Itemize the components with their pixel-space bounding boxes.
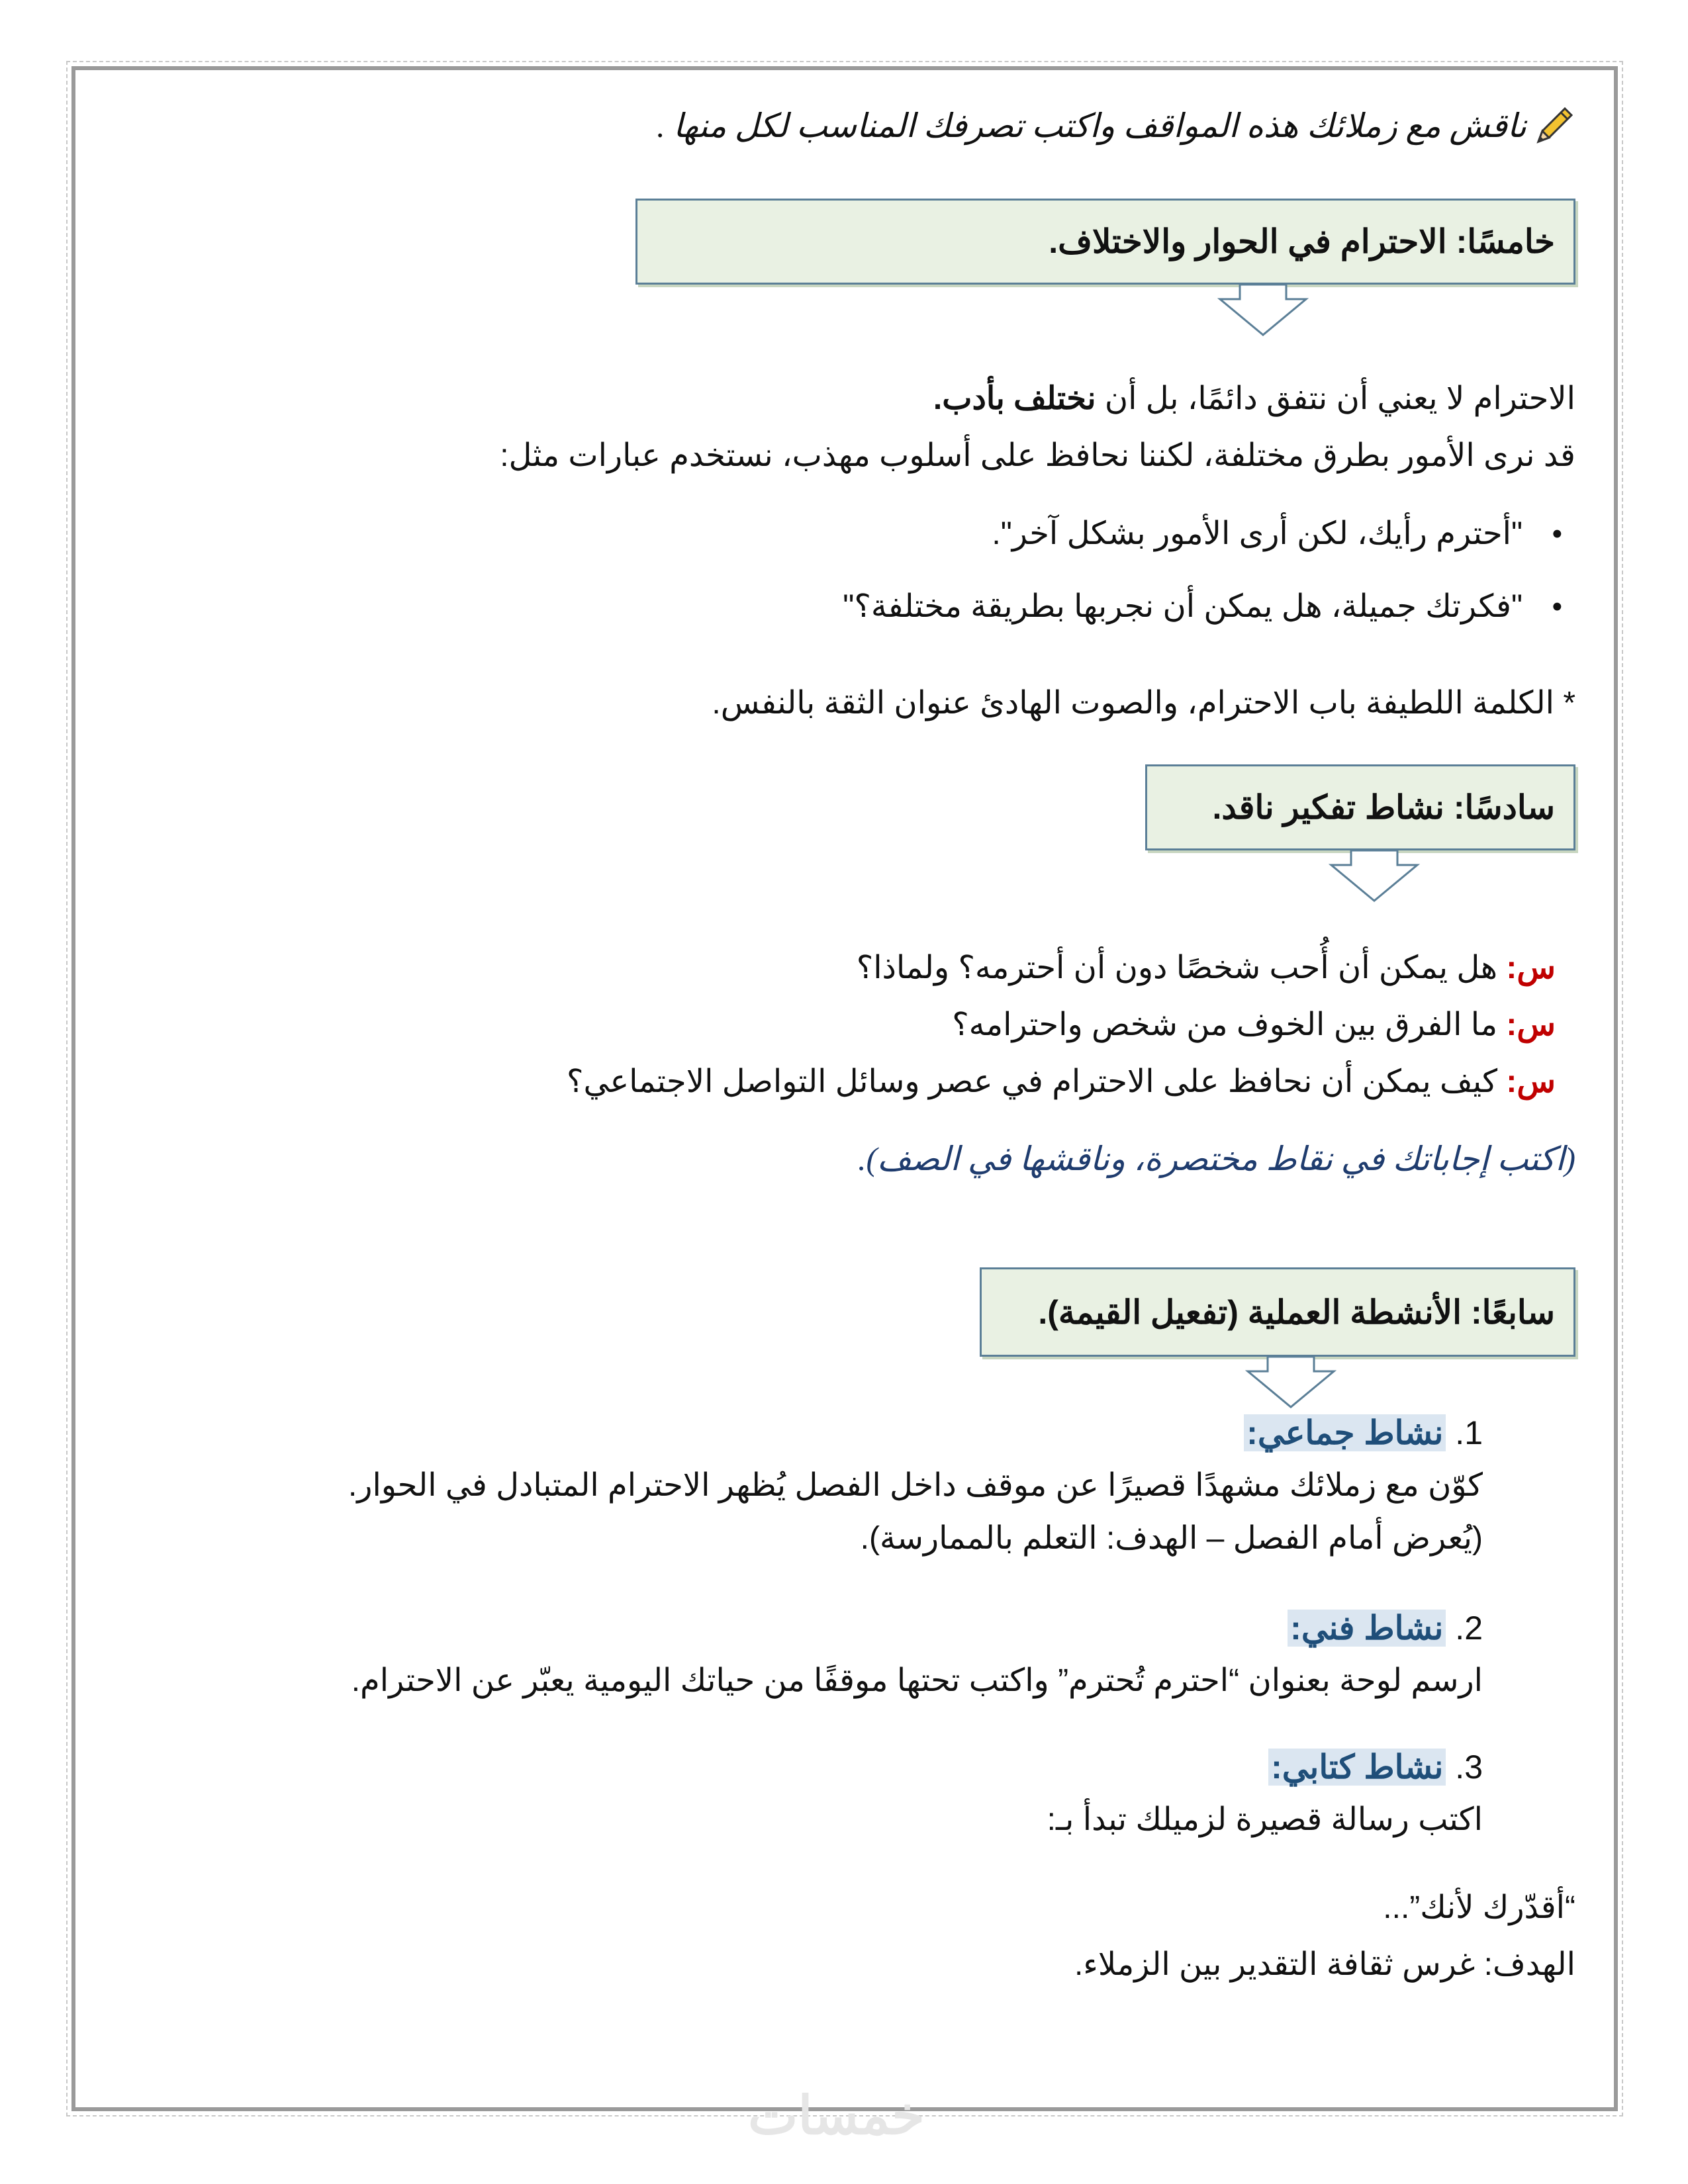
section7-title: سابعًا: الأنشطة العملية (تفعيل القيمة). bbox=[1038, 1293, 1555, 1331]
activity-3 bbox=[113, 1741, 1575, 1846]
instruction-line bbox=[113, 105, 1575, 147]
section5-title: خامسًا: الاحترام في الحوار والاختلاف. bbox=[1049, 223, 1555, 260]
question-label: س: bbox=[1506, 1064, 1556, 1099]
question-label: س: bbox=[1506, 1007, 1556, 1042]
section6-title: سادسًا: نشاط تفكير ناقد. bbox=[1212, 789, 1555, 826]
activity-title: نشاط فني: bbox=[1288, 1610, 1446, 1647]
question-label: س: bbox=[1506, 950, 1556, 985]
activity-2-head bbox=[113, 1602, 1575, 1655]
activity-3-head bbox=[113, 1741, 1575, 1794]
section5-bullet-list bbox=[113, 498, 1575, 643]
activity-line: اكتب رسالة قصيرة لزميلك تبدأ بـ: bbox=[1047, 1802, 1483, 1837]
question-item bbox=[113, 940, 1556, 997]
activity-title: نشاط كتابي: bbox=[1268, 1749, 1446, 1786]
question-text: كيف يمكن أن نحافظ على الاحترام في عصر وسائل التواصل الاجتماعي؟ bbox=[567, 1064, 1498, 1099]
down-arrow-icon bbox=[1217, 285, 1309, 338]
section5-header bbox=[635, 199, 1575, 285]
section5-note: * الكلمة اللطيفة باب الاحترام، والصوت الهادئ عنوان الثقة بالنفس. bbox=[712, 686, 1575, 721]
down-arrow-icon bbox=[1244, 1357, 1337, 1410]
question-text: هل يمكن أن أُحب شخصًا دون أن أحترمه؟ ولماذا؟ bbox=[856, 950, 1498, 985]
activity-number: 2. bbox=[1455, 1610, 1483, 1647]
pencil-icon bbox=[1533, 105, 1575, 147]
section5-line1-bold: نختلف بأدب. bbox=[933, 381, 1096, 416]
watermark: خمسات bbox=[748, 2086, 925, 2145]
question-item bbox=[113, 1054, 1556, 1111]
activity-1-head bbox=[113, 1406, 1575, 1459]
closing-quote: “أقدّرك لأنك”... bbox=[1383, 1890, 1575, 1925]
section6-hint: (اكتب إجاباتك في نقاط مختصرة، وناقشها في الصف). bbox=[857, 1140, 1575, 1177]
activity-number: 1. bbox=[1455, 1414, 1483, 1451]
activity-2 bbox=[113, 1602, 1575, 1707]
section5-line1-text: الاحترام لا يعني أن نتفق دائمًا، بل أن bbox=[1096, 381, 1575, 416]
closing-goal: الهدف: غرس ثقافة التقدير بين الزملاء. bbox=[1074, 1947, 1575, 1982]
instruction-text: ناقش مع زملائك هذه المواقف واكتب تصرفك المناسب لكل منها . bbox=[657, 107, 1526, 144]
question-item bbox=[113, 997, 1556, 1054]
section7-header bbox=[980, 1267, 1575, 1357]
section5-line2: قد نرى الأمور بطرق مختلفة، لكننا نحافظ على أسلوب مهذب، نستخدم عبارات مثل: bbox=[500, 438, 1575, 473]
section6-header bbox=[1145, 764, 1575, 850]
activity-line: (يُعرض أمام الفصل – الهدف: التعلم بالممارسة). bbox=[860, 1521, 1483, 1556]
question-text: ما الفرق بين الخوف من شخص واحترامه؟ bbox=[952, 1007, 1498, 1042]
activity-line: كوّن مع زملائك مشهدًا قصيرًا عن موقف داخل الفصل يُظهر الاحترام المتبادل في الحوار. bbox=[348, 1468, 1483, 1503]
down-arrow-icon bbox=[1328, 850, 1421, 903]
activity-number: 3. bbox=[1455, 1749, 1483, 1786]
question-list bbox=[113, 940, 1556, 1111]
activity-title: نشاط جماعي: bbox=[1244, 1414, 1446, 1451]
activity-line: ارسم لوحة بعنوان “احترم تُحترم” واكتب تحتها موقفًا من حياتك اليومية يعبّر عن الاحترام. bbox=[351, 1663, 1483, 1698]
section5-line1 bbox=[113, 371, 1575, 428]
list-item: • "أحترم رأيك، لكن أرى الأمور بشكل آخر". bbox=[113, 498, 1575, 570]
list-item: • "فكرتك جميلة، هل يمكن أن نجربها بطريقة مختلفة؟" bbox=[113, 570, 1575, 643]
activity-1 bbox=[113, 1406, 1575, 1565]
